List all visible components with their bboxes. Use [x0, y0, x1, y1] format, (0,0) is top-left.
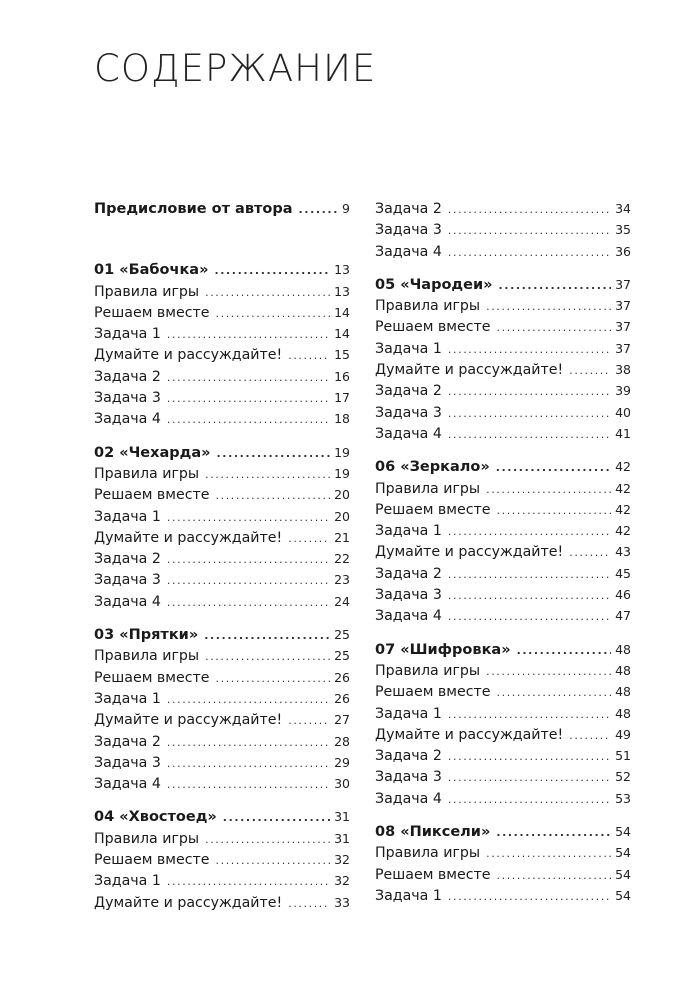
toc-leader-dots	[205, 646, 330, 667]
toc-page-number: 21	[334, 529, 350, 545]
toc-entry	[375, 885, 631, 906]
toc-entry-label: Задача 1	[94, 508, 161, 525]
toc-section-heading	[94, 259, 350, 280]
toc-page-number: 25	[334, 648, 350, 664]
toc-page-number: 9	[342, 201, 350, 216]
toc-entry-label: Думайте и рассуждайте!	[94, 529, 283, 546]
toc-leader-dots	[216, 668, 331, 689]
toc-entry-label: Решаем вместе	[375, 319, 491, 336]
toc-leader-dots	[288, 710, 330, 731]
toc-entry	[94, 591, 350, 612]
toc-entry	[375, 241, 631, 262]
toc-entry-label: 06 «Зеркало»	[375, 459, 490, 476]
toc-leader-dots	[167, 732, 330, 753]
toc-entry-label: Задача 3	[375, 769, 442, 786]
toc-entry-label: Решаем вместе	[375, 866, 491, 883]
toc-page-number: 41	[615, 425, 631, 441]
toc-entry-label: Предисловие от автора	[94, 201, 293, 217]
toc-entry	[375, 605, 631, 626]
toc-entry	[94, 688, 350, 709]
toc-page-number: 42	[615, 523, 631, 539]
toc-entry-label: 05 «Чародеи»	[375, 276, 493, 293]
toc-entry	[375, 316, 631, 337]
toc-entry-label: Задача 1	[94, 873, 161, 890]
toc-page-number: 37	[615, 319, 631, 335]
toc-leader-dots	[486, 479, 611, 500]
toc-page-number: 48	[615, 684, 631, 700]
toc-entry	[94, 323, 350, 344]
toc-page-number: 53	[615, 790, 631, 806]
toc-entry	[375, 584, 631, 605]
page-title: СОДЕРЖАНИЕ	[94, 47, 377, 90]
toc-page-number: 25	[334, 627, 350, 643]
toc-leader-dots	[214, 260, 330, 281]
toc-entry	[375, 402, 631, 423]
toc-entry-label: Правила игры	[94, 830, 200, 847]
toc-entry-label: Задача 4	[375, 425, 442, 442]
toc-entry	[375, 478, 631, 499]
toc-leader-dots	[448, 521, 611, 542]
toc-leader-dots	[167, 549, 330, 570]
toc-entry-label: Задача 3	[94, 754, 161, 771]
toc-section-heading	[375, 456, 631, 477]
toc-page-number: 54	[615, 845, 631, 861]
toc-page-number: 39	[615, 383, 631, 399]
toc-leader-dots	[216, 850, 331, 871]
toc-entry	[375, 563, 631, 584]
toc-leader-dots	[205, 282, 330, 303]
toc-leader-dots	[448, 424, 611, 445]
toc-entry-label: Правила игры	[94, 283, 200, 300]
toc-entry	[94, 752, 350, 773]
toc-page-number: 15	[334, 347, 350, 363]
toc-entry-label: Решаем вместе	[375, 501, 491, 518]
toc-entry	[375, 499, 631, 520]
toc-entry-label: Решаем вместе	[94, 669, 210, 686]
toc-leader-dots	[223, 807, 330, 828]
toc-page-number: 37	[615, 276, 631, 292]
toc-entry	[94, 408, 350, 429]
toc-leader-dots	[448, 381, 611, 402]
toc-leader-dots	[517, 640, 612, 661]
toc-entry	[375, 745, 631, 766]
toc-entry	[94, 731, 350, 752]
toc-entry-label: Решаем вместе	[94, 852, 210, 869]
toc-page-number: 38	[615, 362, 631, 378]
toc-entry-label: Задача 2	[94, 733, 161, 750]
toc-entry-label: 02 «Чехарда»	[94, 444, 211, 461]
toc-entry-label: Задача 1	[94, 326, 161, 343]
toc-column-right	[375, 198, 631, 906]
toc-page-number: 34	[615, 201, 631, 216]
toc-entry-label: Задача 1	[375, 340, 442, 357]
toc-entry-label: Задача 4	[94, 776, 161, 793]
toc-page-number: 48	[615, 662, 631, 678]
toc-page-number: 32	[334, 852, 350, 868]
toc-entry-label: Задача 1	[375, 887, 442, 904]
toc-entry	[94, 484, 350, 505]
toc-entry	[375, 520, 631, 541]
toc-page-number: 31	[334, 809, 350, 825]
toc-leader-dots	[569, 542, 611, 563]
toc-leader-dots	[569, 360, 611, 381]
toc-leader-dots	[448, 606, 611, 627]
toc-page-number: 48	[615, 641, 631, 657]
toc-leader-dots	[167, 388, 330, 409]
toc-leader-dots	[486, 843, 611, 864]
toc-page-number: 54	[615, 824, 631, 840]
toc-entry	[375, 660, 631, 681]
toc-entry-label: Задача 2	[375, 565, 442, 582]
toc-entry	[375, 359, 631, 380]
toc-page-number: 30	[334, 776, 350, 792]
toc-leader-dots	[448, 403, 611, 424]
toc-entry	[94, 870, 350, 891]
toc-leader-dots	[288, 345, 330, 366]
toc-column-left	[94, 198, 350, 913]
toc-page-number: 19	[334, 444, 350, 460]
toc-entry-label: Решаем вместе	[375, 684, 491, 701]
toc-entry-label: Задача 4	[375, 608, 442, 625]
toc-page-number: 20	[334, 487, 350, 503]
toc-leader-dots	[167, 753, 330, 774]
toc-page-number: 22	[334, 551, 350, 567]
toc-page-number: 14	[334, 326, 350, 342]
toc-leader-dots	[497, 500, 612, 521]
toc-leader-dots	[167, 570, 330, 591]
toc-leader-dots	[167, 507, 330, 528]
toc-leader-dots	[167, 367, 330, 388]
toc-leader-dots	[497, 317, 612, 338]
toc-entry	[375, 198, 631, 219]
toc-entry	[375, 703, 631, 724]
toc-page-number: 26	[334, 669, 350, 685]
toc-page-number: 32	[334, 873, 350, 889]
toc-entry	[94, 302, 350, 323]
toc-entry-label: 01 «Бабочка»	[94, 262, 209, 279]
toc-entry-label: Думайте и рассуждайте!	[375, 362, 564, 379]
toc-entry	[94, 849, 350, 870]
toc-leader-dots	[217, 443, 331, 464]
toc-leader-dots	[167, 592, 330, 613]
toc-entry-label: Задача 4	[94, 593, 161, 610]
toc-entry-label: Задача 2	[375, 748, 442, 765]
toc-page-number: 49	[615, 726, 631, 742]
toc-section-heading	[375, 639, 631, 660]
toc-entry-label: Правила игры	[94, 465, 200, 482]
toc-entry	[375, 380, 631, 401]
toc-page-number: 54	[615, 887, 631, 903]
toc-page-number: 19	[334, 465, 350, 481]
toc-entry-label: Решаем вместе	[94, 487, 210, 504]
toc-page-number: 37	[615, 298, 631, 314]
toc-page-number: 47	[615, 608, 631, 624]
toc-leader-dots	[497, 682, 612, 703]
toc-page-number: 40	[615, 404, 631, 420]
toc-page-number: 52	[615, 769, 631, 785]
toc-leader-dots	[448, 585, 611, 606]
toc-page-number: 51	[615, 748, 631, 764]
toc-page-number: 14	[334, 304, 350, 320]
toc-section-heading	[375, 274, 631, 295]
toc-entry	[94, 709, 350, 730]
toc-leader-dots	[167, 871, 330, 892]
toc-entry	[94, 527, 350, 548]
toc-entry	[375, 788, 631, 809]
toc-leader-dots	[448, 339, 611, 360]
toc-page-number: 23	[334, 572, 350, 588]
toc-page-number: 20	[334, 508, 350, 524]
toc-leader-dots	[299, 199, 339, 220]
toc-entry	[94, 667, 350, 688]
toc-entry-label: Правила игры	[375, 298, 481, 315]
toc-page-number: 42	[615, 480, 631, 496]
toc-leader-dots	[496, 457, 611, 478]
toc-section-heading	[94, 198, 350, 219]
toc-section-heading	[375, 821, 631, 842]
toc-leader-dots	[448, 886, 611, 907]
toc-entry	[375, 681, 631, 702]
toc-entry-label: Правила игры	[375, 480, 481, 497]
toc-page-number: 16	[334, 368, 350, 384]
toc-entry	[94, 366, 350, 387]
toc-entry	[375, 864, 631, 885]
toc-leader-dots	[486, 296, 611, 317]
toc-leader-dots	[569, 725, 611, 746]
toc-leader-dots	[448, 789, 611, 810]
toc-leader-dots	[448, 767, 611, 788]
toc-entry	[94, 569, 350, 590]
toc-entry	[375, 766, 631, 787]
toc-leader-dots	[448, 199, 611, 220]
toc-entry-label: Задача 3	[375, 222, 442, 239]
toc-leader-dots	[448, 242, 611, 263]
toc-page-number: 17	[334, 390, 350, 406]
toc-entry	[94, 773, 350, 794]
toc-entry	[375, 423, 631, 444]
toc-section-heading	[94, 806, 350, 827]
toc-entry-label: Думайте и рассуждайте!	[94, 712, 283, 729]
toc-leader-dots	[216, 485, 331, 506]
toc-page-number: 13	[334, 262, 350, 278]
toc-entry-label: Задача 1	[375, 705, 442, 722]
toc-entry-label: Задача 2	[94, 368, 161, 385]
toc-entry-label: Задача 4	[94, 411, 161, 428]
toc-page-number: 28	[334, 733, 350, 749]
toc-page-number: 42	[615, 459, 631, 475]
toc-entry	[94, 506, 350, 527]
toc-entry-label: Задача 3	[94, 390, 161, 407]
toc-page-number: 18	[334, 411, 350, 427]
toc-leader-dots	[496, 822, 611, 843]
toc-entry	[94, 281, 350, 302]
toc-entry	[94, 387, 350, 408]
toc-entry-label: Задача 4	[375, 243, 442, 260]
toc-entry-label: Задача 2	[94, 551, 161, 568]
toc-leader-dots	[448, 220, 611, 241]
toc-page-number: 43	[615, 544, 631, 560]
toc-entry	[94, 892, 350, 913]
toc-leader-dots	[288, 528, 330, 549]
toc-page-number: 27	[334, 712, 350, 728]
toc-page-number: 36	[615, 243, 631, 259]
toc-page-number: 26	[334, 690, 350, 706]
toc-page-number: 42	[615, 501, 631, 517]
toc-page-number: 33	[334, 894, 350, 910]
toc-leader-dots	[486, 661, 611, 682]
toc-leader-dots	[216, 303, 331, 324]
toc-entry-label: Думайте и рассуждайте!	[375, 726, 564, 743]
toc-entry-label: Задача 3	[94, 572, 161, 589]
toc-entry	[94, 463, 350, 484]
toc-page-number: 48	[615, 705, 631, 721]
toc-page-number: 29	[334, 754, 350, 770]
toc-leader-dots	[167, 689, 330, 710]
toc-entry	[375, 219, 631, 240]
toc-entry-label: Думайте и рассуждайте!	[94, 347, 283, 364]
toc-page-number: 24	[334, 593, 350, 609]
toc-page-number: 35	[615, 222, 631, 238]
toc-leader-dots	[167, 324, 330, 345]
toc-page-number: 37	[615, 340, 631, 356]
toc-entry-label: Задача 2	[375, 201, 442, 217]
toc-entry-label: 08 «Пиксели»	[375, 824, 491, 841]
toc-entry-label: Задача 4	[375, 790, 442, 807]
toc-entry-label: Задача 2	[375, 383, 442, 400]
toc-entry	[375, 724, 631, 745]
toc-leader-dots	[288, 893, 330, 914]
toc-entry	[375, 842, 631, 863]
toc-entry-label: Правила игры	[375, 662, 481, 679]
toc-entry-label: Думайте и рассуждайте!	[375, 544, 564, 561]
toc-entry	[94, 344, 350, 365]
toc-entry-label: Задача 3	[375, 587, 442, 604]
toc-entry-label: 03 «Прятки»	[94, 627, 199, 644]
toc-leader-dots	[204, 625, 330, 646]
toc-entry	[94, 548, 350, 569]
toc-leader-dots	[167, 774, 330, 795]
toc-leader-dots	[167, 409, 330, 430]
toc-entry	[94, 828, 350, 849]
toc-entry	[375, 541, 631, 562]
toc-entry-label: Задача 1	[375, 523, 442, 540]
toc-entry-label: Задача 1	[94, 690, 161, 707]
toc-section-heading	[94, 624, 350, 645]
toc-page-number: 45	[615, 565, 631, 581]
toc-entry-label: Решаем вместе	[94, 304, 210, 321]
toc-leader-dots	[205, 829, 330, 850]
toc-page-number: 13	[334, 283, 350, 299]
toc-leader-dots	[448, 704, 611, 725]
toc-page-number: 54	[615, 866, 631, 882]
toc-entry-label: 04 «Хвостоед»	[94, 809, 217, 826]
toc-page-number: 46	[615, 587, 631, 603]
toc-entry-label: Правила игры	[375, 845, 481, 862]
toc-leader-dots	[448, 746, 611, 767]
toc-entry-label: 07 «Шифровка»	[375, 641, 511, 658]
toc-page-number: 31	[334, 830, 350, 846]
toc-leader-dots	[205, 464, 330, 485]
toc-leader-dots	[499, 275, 612, 296]
toc-entry	[375, 295, 631, 316]
toc-leader-dots	[448, 564, 611, 585]
toc-entry	[94, 645, 350, 666]
toc-entry-label: Правила игры	[94, 648, 200, 665]
toc-entry-label: Думайте и рассуждайте!	[94, 894, 283, 911]
toc-entry	[375, 338, 631, 359]
toc-section-heading	[94, 442, 350, 463]
toc-entry-label: Задача 3	[375, 404, 442, 421]
toc-leader-dots	[497, 865, 612, 886]
